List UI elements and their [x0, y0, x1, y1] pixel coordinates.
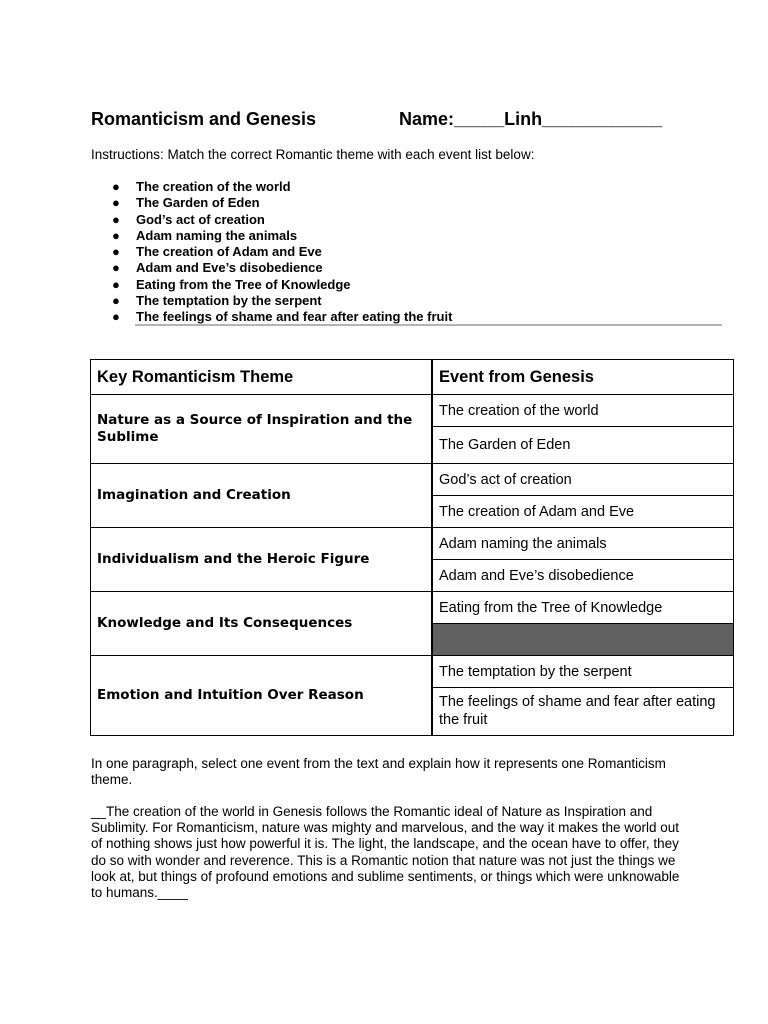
table-row — [91, 592, 734, 624]
theme-cell: Knowledge and Its Consequences — [91, 592, 433, 656]
event-cell: The creation of Adam and Eve — [432, 496, 734, 528]
event-cell: The temptation by the serpent — [432, 656, 734, 688]
student-name-line: Name:_____Linh____________ — [399, 109, 663, 129]
bullet-icon: ● — [112, 227, 120, 243]
list-item: ● The feelings of shame and fear after eating the fruit — [112, 309, 453, 325]
table-row — [91, 656, 734, 688]
event-cell: Adam naming the animals — [432, 528, 734, 560]
paragraph-prompt: In one paragraph, select one event from the text and explain how it represents one Romanticism theme. — [91, 756, 666, 787]
event-cell: Eating from the Tree of Knowledge — [432, 592, 734, 624]
worksheet-title: Romanticism and Genesis — [91, 109, 317, 129]
list-item: ● The creation of Adam and Eve — [112, 244, 322, 260]
list-item: ● The Garden of Eden — [112, 195, 260, 211]
bullet-icon: ● — [112, 260, 120, 276]
list-item: ● Adam and Eve’s disobedience — [112, 260, 323, 276]
event-cell: The feelings of shame and fear after eating the fruit — [432, 688, 734, 736]
event-cell: Adam and Eve’s disobedience — [432, 560, 734, 592]
table-row — [91, 395, 734, 427]
bullet-icon: ● — [112, 276, 120, 292]
horizontal-divider — [135, 324, 722, 326]
theme-cell: Emotion and Intuition Over Reason — [91, 656, 433, 736]
theme-cell: Individualism and the Heroic Figure — [91, 528, 433, 592]
instructions-text: Instructions: Match the correct Romantic theme with each event list below: — [91, 147, 535, 162]
list-item: ● Adam naming the animals — [112, 227, 298, 243]
themes-table — [90, 359, 734, 736]
bullet-icon: ● — [112, 293, 120, 309]
student-answer: __The creation of the world in Genesis follows the Romantic ideal of Nature as Inspiration and Sublimity. For Romanticism, nature was mighty and marvelous, and the way it makes the world out of nothing shows just how powerful it is. The light, the landscape, and the ocean have to offer, they do so with wonder and reverence. This is a Romantic notion that nature was not just the things we look at, but things of profound emotions and sublime sentiments, or things which were unknowable to humans.____ — [91, 804, 680, 901]
bullet-icon: ● — [112, 309, 120, 325]
list-item: ● The creation of the world — [112, 179, 291, 194]
list-item: ● God’s act of creation — [112, 211, 265, 227]
event-cell: The creation of the world — [432, 395, 734, 427]
bullet-icon: ● — [112, 195, 120, 211]
bullet-icon: ● — [112, 179, 120, 194]
list-item: ● Eating from the Tree of Knowledge — [112, 276, 351, 292]
theme-cell: Nature as a Source of Inspiration and the Sublime — [91, 395, 433, 464]
list-item: ● The temptation by the serpent — [112, 293, 322, 309]
theme-column-header: Key Romanticism Theme — [91, 360, 433, 395]
empty-shaded-cell — [432, 624, 734, 656]
bullet-icon: ● — [112, 244, 120, 260]
event-column-header: Event from Genesis — [432, 360, 734, 395]
table-row — [91, 464, 734, 496]
table-header-row — [91, 360, 734, 395]
table-row — [91, 528, 734, 560]
events-bullet-list — [112, 179, 452, 326]
bullet-icon: ● — [112, 211, 120, 227]
event-cell: The Garden of Eden — [432, 427, 734, 464]
theme-cell: Imagination and Creation — [91, 464, 433, 528]
event-cell: God’s act of creation — [432, 464, 734, 496]
